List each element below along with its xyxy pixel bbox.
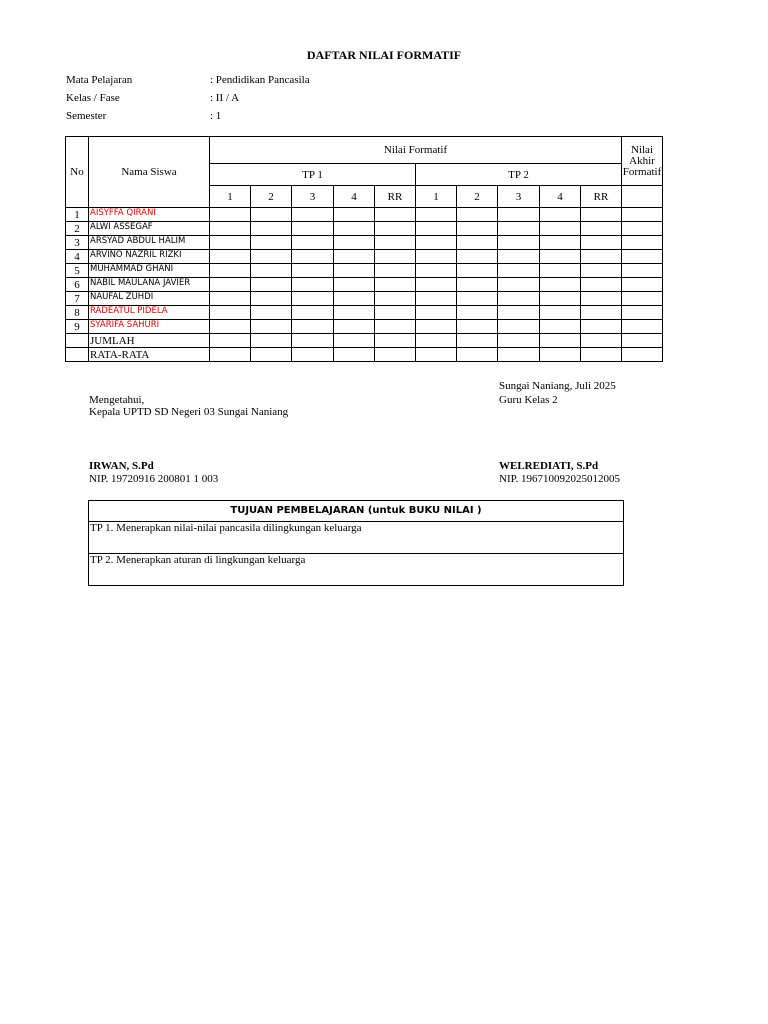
score-cell[interactable]: [498, 236, 540, 250]
subject-label: Mata Pelajaran: [66, 74, 133, 86]
score-cell[interactable]: [375, 320, 416, 334]
score-cell[interactable]: [622, 348, 663, 362]
score-cell[interactable]: [334, 334, 375, 348]
score-cell[interactable]: [334, 348, 375, 362]
score-cell[interactable]: [498, 348, 540, 362]
score-cell[interactable]: [416, 278, 457, 292]
score-cell[interactable]: [210, 292, 251, 306]
student-row: [66, 264, 663, 278]
score-cell[interactable]: [375, 236, 416, 250]
score-cell[interactable]: [375, 208, 416, 222]
student-number: 6: [66, 278, 89, 292]
score-cell[interactable]: [292, 208, 334, 222]
place-date: Sungai Naniang, Juli 2025: [499, 380, 616, 392]
score-cell[interactable]: [457, 222, 498, 236]
score-cell[interactable]: [622, 292, 663, 306]
average-label: RATA-RATA: [89, 348, 210, 362]
score-cell[interactable]: [498, 278, 540, 292]
score-cell[interactable]: [581, 236, 622, 250]
score-cell[interactable]: [498, 292, 540, 306]
score-cell[interactable]: [251, 208, 292, 222]
score-cell[interactable]: [416, 348, 457, 362]
score-cell[interactable]: [334, 264, 375, 278]
header-tp1-col-3: 3: [292, 186, 334, 208]
blank-number-cell: [66, 334, 89, 348]
score-cell[interactable]: [622, 278, 663, 292]
score-cell[interactable]: [416, 250, 457, 264]
subject-value: : Pendidikan Pancasila: [210, 74, 310, 86]
score-cell[interactable]: [581, 320, 622, 334]
header-student-name: Nama Siswa: [89, 137, 210, 208]
score-cell[interactable]: [292, 320, 334, 334]
student-number: 4: [66, 250, 89, 264]
header-tp2-col-1: 1: [416, 186, 457, 208]
header-tp1: TP 1: [210, 164, 416, 186]
score-cell[interactable]: [457, 320, 498, 334]
learning-objectives-box: [88, 500, 624, 586]
score-cell[interactable]: [498, 306, 540, 320]
score-cell[interactable]: [540, 278, 581, 292]
score-cell[interactable]: [334, 222, 375, 236]
score-cell[interactable]: [416, 306, 457, 320]
header-tp2-col-2: 2: [457, 186, 498, 208]
header-formative-scores: Nilai Formatif: [210, 137, 622, 164]
score-cell[interactable]: [292, 348, 334, 362]
student-row: [66, 208, 663, 222]
score-cell[interactable]: [581, 264, 622, 278]
score-cell[interactable]: [416, 334, 457, 348]
student-name: NABIL MAULANA JAVIER: [89, 278, 210, 292]
score-cell[interactable]: [292, 334, 334, 348]
student-row: [66, 250, 663, 264]
header-no: No: [66, 137, 89, 208]
score-cell[interactable]: [498, 334, 540, 348]
principal-nip: NIP. 19720916 200801 1 003: [89, 473, 219, 485]
score-cell[interactable]: [375, 222, 416, 236]
score-cell[interactable]: [292, 264, 334, 278]
score-cell[interactable]: [210, 278, 251, 292]
total-label: JUMLAH: [89, 334, 210, 348]
header-final-score: Nilai Akhir Formatif: [622, 137, 663, 186]
score-cell[interactable]: [457, 334, 498, 348]
score-cell[interactable]: [622, 334, 663, 348]
score-cell[interactable]: [457, 264, 498, 278]
score-cell[interactable]: [622, 250, 663, 264]
score-cell[interactable]: [334, 320, 375, 334]
teacher-name: WELREDIATI, S.Pd: [499, 460, 599, 472]
score-cell[interactable]: [210, 250, 251, 264]
score-cell[interactable]: [416, 222, 457, 236]
score-cell[interactable]: [375, 264, 416, 278]
score-cell[interactable]: [416, 236, 457, 250]
score-cell[interactable]: [457, 306, 498, 320]
score-cell[interactable]: [581, 348, 622, 362]
student-name: SYARIFA SAHURI: [89, 320, 210, 334]
score-cell[interactable]: [581, 222, 622, 236]
student-row: [66, 222, 663, 236]
student-row: [66, 320, 663, 334]
principal-name: IRWAN, S.Pd: [89, 460, 154, 472]
student-row: [66, 306, 663, 320]
student-number: 9: [66, 320, 89, 334]
score-cell[interactable]: [292, 292, 334, 306]
student-name: NAUFAL ZUHDI: [89, 292, 210, 306]
student-number: 3: [66, 236, 89, 250]
student-row: [66, 292, 663, 306]
score-cell[interactable]: [457, 278, 498, 292]
student-number: 2: [66, 222, 89, 236]
score-cell[interactable]: [334, 306, 375, 320]
score-cell[interactable]: [375, 348, 416, 362]
score-cell[interactable]: [498, 264, 540, 278]
score-cell[interactable]: [251, 264, 292, 278]
student-number: 7: [66, 292, 89, 306]
score-cell[interactable]: [210, 334, 251, 348]
score-cell[interactable]: [540, 208, 581, 222]
score-cell[interactable]: [292, 278, 334, 292]
semester-value: : 1: [210, 110, 222, 122]
score-cell[interactable]: [540, 320, 581, 334]
score-cell[interactable]: [581, 292, 622, 306]
header-tp1-col-1: 1: [210, 186, 251, 208]
score-cell[interactable]: [581, 250, 622, 264]
score-cell[interactable]: [292, 306, 334, 320]
student-name: ARSYAD ABDUL HALIM: [89, 236, 210, 250]
score-cell[interactable]: [210, 320, 251, 334]
score-cell[interactable]: [581, 208, 622, 222]
header-tp2: TP 2: [416, 164, 622, 186]
student-number: 1: [66, 208, 89, 222]
student-name: ARVINO NAZRIL RIZKI: [89, 250, 210, 264]
average-row: [66, 348, 663, 362]
score-cell[interactable]: [498, 250, 540, 264]
header-tp2-col-3: 3: [498, 186, 540, 208]
student-number: 8: [66, 306, 89, 320]
header-final-blank: [622, 186, 663, 208]
score-cell[interactable]: [251, 306, 292, 320]
score-cell[interactable]: [457, 250, 498, 264]
score-cell[interactable]: [540, 222, 581, 236]
score-cell[interactable]: [540, 348, 581, 362]
score-cell[interactable]: [292, 222, 334, 236]
score-cell[interactable]: [251, 278, 292, 292]
score-cell[interactable]: [210, 236, 251, 250]
score-cell[interactable]: [334, 278, 375, 292]
score-cell[interactable]: [540, 250, 581, 264]
score-cell[interactable]: [540, 236, 581, 250]
score-cell[interactable]: [210, 306, 251, 320]
score-cell[interactable]: [622, 236, 663, 250]
score-cell[interactable]: [292, 236, 334, 250]
acknowledged-label: Mengetahui,: [89, 394, 145, 406]
score-cell[interactable]: [210, 222, 251, 236]
score-cell[interactable]: [375, 250, 416, 264]
score-cell[interactable]: [251, 236, 292, 250]
score-cell[interactable]: [416, 292, 457, 306]
score-cell[interactable]: [334, 208, 375, 222]
score-cell[interactable]: [457, 208, 498, 222]
objective-tp2: TP 2. Menerapkan aturan di lingkungan keluarga: [89, 554, 623, 586]
score-cell[interactable]: [581, 334, 622, 348]
score-cell[interactable]: [540, 264, 581, 278]
score-cell[interactable]: [416, 320, 457, 334]
score-cell[interactable]: [498, 208, 540, 222]
header-tp1-col-4: 4: [334, 186, 375, 208]
score-cell[interactable]: [334, 236, 375, 250]
student-name: AISYFFA QIRANI: [89, 208, 210, 222]
student-name: RADEATUL PIDELA: [89, 306, 210, 320]
score-cell[interactable]: [334, 292, 375, 306]
score-cell[interactable]: [540, 292, 581, 306]
score-cell[interactable]: [622, 264, 663, 278]
score-cell[interactable]: [251, 292, 292, 306]
score-cell[interactable]: [251, 334, 292, 348]
student-name: ALWI ASSEGAF: [89, 222, 210, 236]
score-cell[interactable]: [375, 292, 416, 306]
score-cell[interactable]: [457, 236, 498, 250]
semester-label: Semester: [66, 110, 107, 122]
score-cell[interactable]: [292, 250, 334, 264]
score-cell[interactable]: [498, 222, 540, 236]
blank-number-cell: [66, 348, 89, 362]
score-cell[interactable]: [210, 348, 251, 362]
principal-role: Kepala UPTD SD Negeri 03 Sungai Naniang: [89, 406, 289, 418]
header-tp2-col-rr: RR: [581, 186, 622, 208]
score-cell[interactable]: [251, 348, 292, 362]
score-cell[interactable]: [251, 250, 292, 264]
score-cell[interactable]: [210, 208, 251, 222]
score-cell[interactable]: [622, 306, 663, 320]
header-tp1-col-rr: RR: [375, 186, 416, 208]
score-cell[interactable]: [375, 278, 416, 292]
student-row: [66, 236, 663, 250]
teacher-nip: NIP. 196710092025012005: [499, 473, 621, 485]
score-cell[interactable]: [581, 278, 622, 292]
page-title: DAFTAR NILAI FORMATIF: [306, 48, 462, 62]
class-label: Kelas / Fase: [66, 92, 120, 104]
student-name: MUHAMMAD GHANI: [89, 264, 210, 278]
score-cell[interactable]: [334, 250, 375, 264]
score-cell[interactable]: [622, 320, 663, 334]
score-cell[interactable]: [251, 222, 292, 236]
teacher-role: Guru Kelas 2: [499, 394, 558, 406]
score-cell[interactable]: [210, 264, 251, 278]
score-cell[interactable]: [251, 320, 292, 334]
learning-objectives-heading: TUJUAN PEMBELAJARAN (untuk BUKU NILAI ): [89, 501, 623, 522]
grades-table: [65, 136, 663, 362]
score-cell[interactable]: [457, 292, 498, 306]
objective-tp1: TP 1. Menerapkan nilai-nilai pancasila dilingkungan keluarga: [89, 522, 623, 554]
score-cell[interactable]: [581, 306, 622, 320]
class-value: : II / A: [210, 92, 240, 104]
score-cell[interactable]: [622, 208, 663, 222]
score-cell[interactable]: [540, 334, 581, 348]
score-cell[interactable]: [498, 320, 540, 334]
score-cell[interactable]: [416, 264, 457, 278]
score-cell[interactable]: [375, 334, 416, 348]
score-cell[interactable]: [375, 306, 416, 320]
header-tp2-col-4: 4: [540, 186, 581, 208]
student-row: [66, 278, 663, 292]
subject-info: [66, 74, 366, 134]
score-cell[interactable]: [457, 348, 498, 362]
score-cell[interactable]: [416, 208, 457, 222]
score-cell[interactable]: [540, 306, 581, 320]
total-row: [66, 334, 663, 348]
header-tp1-col-2: 2: [251, 186, 292, 208]
student-number: 5: [66, 264, 89, 278]
score-cell[interactable]: [622, 222, 663, 236]
